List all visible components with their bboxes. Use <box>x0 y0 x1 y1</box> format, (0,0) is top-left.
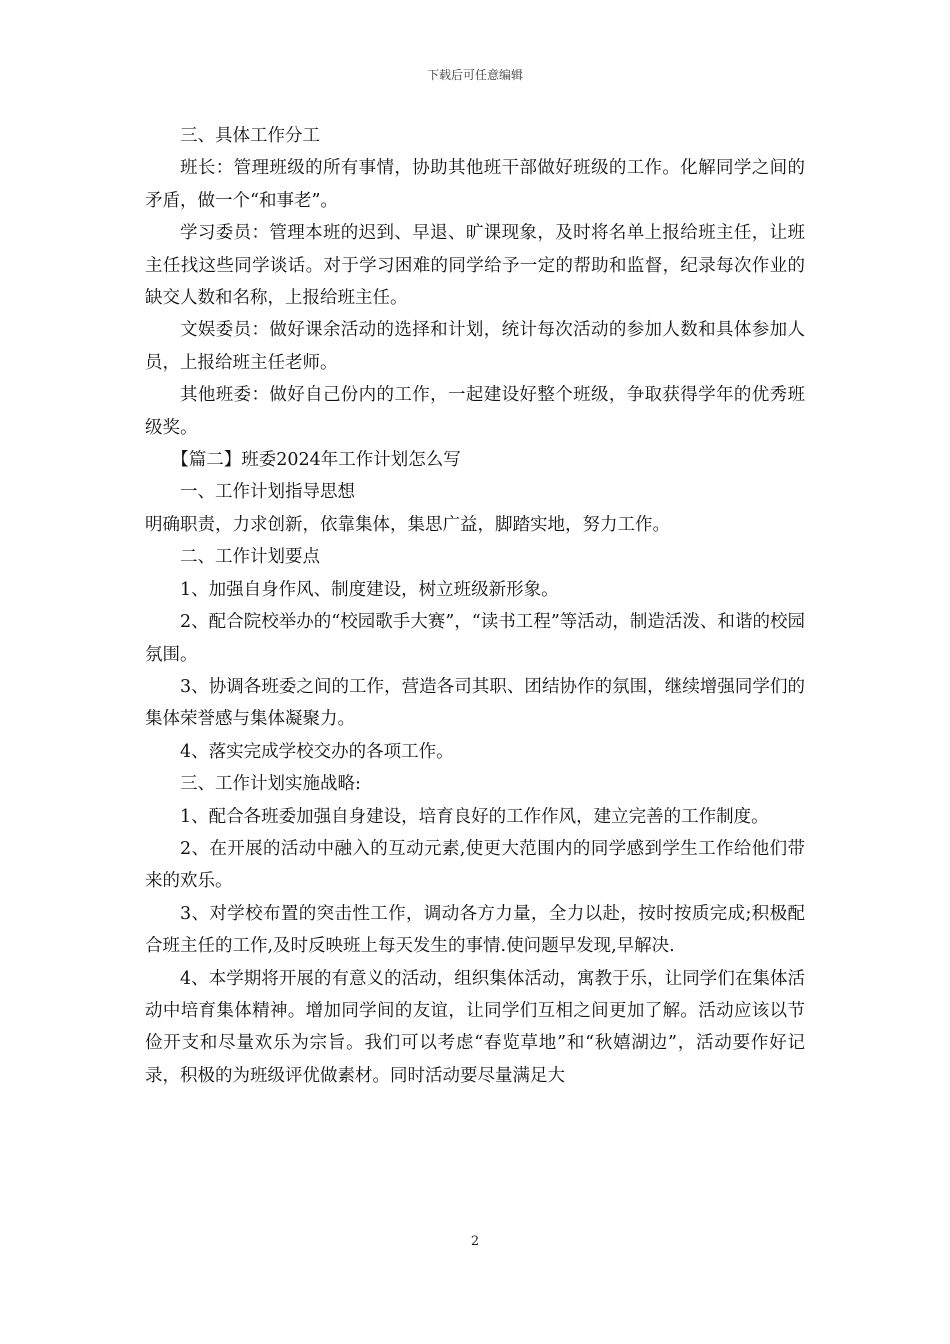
section-heading: 三、工作计划实施战略: <box>180 774 361 795</box>
section-heading: 一、工作计划指导思想 <box>180 482 355 503</box>
list-item: 1、加强自身作风、制度建设，树立班级新形象。 <box>180 579 559 600</box>
paragraph: 学习委员：管理本班的迟到、早退、旷课现象，及时将名单上报给班主任，让班主任找这些同学谈话。对于学习困难的同学给予一定的帮助和监督，纪录每次作业的缺交人数和名称，上报给班主任。 <box>145 223 805 309</box>
page-header: 下载后可任意编辑 <box>426 68 523 82</box>
document-body <box>145 120 805 1092</box>
list-item: 3、协调各班委之间的工作，营造各司其职、团结协作的氛围，继续增强同学们的集体荣誉感与集体凝聚力。 <box>145 676 805 730</box>
page-number: 2 <box>470 1234 480 1249</box>
list-item: 3、对学校布置的突击性工作，调动各方力量，全力以赴，按时按质完成;积极配合班主任的工作,及时反映班上每天发生的事情.使问题早发现,早解决. <box>145 903 805 957</box>
section-heading: 二、工作计划要点 <box>180 547 320 568</box>
article-title: 【篇二】班委2024年工作计划怎么写 <box>171 450 461 471</box>
paragraph: 其他班委：做好自己份内的工作，一起建设好整个班级，争取获得学年的优秀班级奖。 <box>145 385 805 438</box>
section-heading: 三、具体工作分工 <box>180 126 320 146</box>
list-item: 2、在开展的活动中融入的互动元素,使更大范围内的同学感到学生工作给他们带来的欢乐。 <box>145 838 805 892</box>
list-item: 1、配合各班委加强自身建设，培育良好的工作作风，建立完善的工作制度。 <box>180 806 769 827</box>
list-item: 2、配合院校举办的“校园歌手大赛”，“读书工程”等活动，制造活泼、和谐的校园氛围。 <box>145 612 805 665</box>
paragraph: 明确职责，力求创新，依靠集体，集思广益，脚踏实地，努力工作。 <box>145 514 670 535</box>
paragraph: 文娱委员：做好课余活动的选择和计划，统计每次活动的参加人数和具体参加人员，上报给班主任老师。 <box>145 320 805 373</box>
list-item: 4、本学期将开展的有意义的活动，组织集体活动，寓教于乐，让同学们在集体活动中培育集体精神。增加同学间的友谊，让同学们互相之间更加了解。活动应该以节俭开支和尽量欢乐为宗旨。我们可以考虑“春览草地”和“秋嬉湖边”，活动要作好记录，积极的为班级评优做素材。同时活动要尽量满足大 <box>145 968 805 1086</box>
list-item: 4、落实完成学校交办的各项工作。 <box>180 741 454 762</box>
paragraph: 班长：管理班级的所有事情，协助其他班干部做好班级的工作。化解同学之间的矛盾，做一个“和事老”。 <box>145 158 805 211</box>
